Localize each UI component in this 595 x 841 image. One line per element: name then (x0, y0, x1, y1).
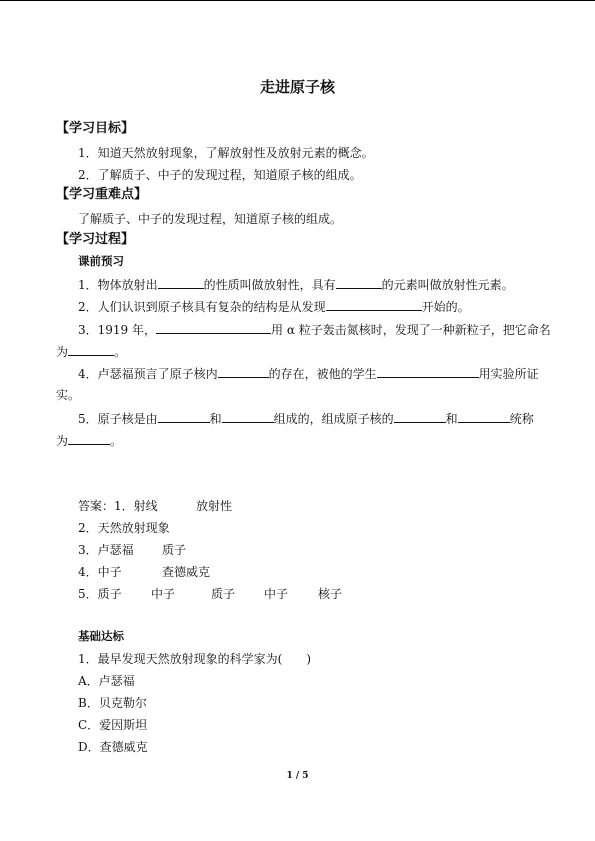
goal-item-1: 1．知道天然放射现象，了解放射性及放射元素的概念。 (78, 146, 374, 160)
q1-text-c: 的元素叫做放射性元素。 (381, 278, 514, 292)
q4-text-a: 4．卢瑟福预言了原子核内 (78, 367, 218, 381)
question-5 (78, 411, 534, 427)
option-a: A．卢瑟福 (78, 674, 135, 688)
basic-heading: 基础达标 (78, 629, 124, 643)
q5-blank-4[interactable] (458, 411, 510, 423)
q5-text-e: 统称 (509, 412, 534, 426)
document-title: 走进原子核 (259, 78, 335, 96)
answer-5-d: 中子 (264, 587, 289, 601)
question-2 (78, 299, 470, 315)
preview-heading: 课前预习 (78, 254, 124, 268)
option-c: C．爱因斯坦 (78, 718, 148, 732)
q5-blank-5[interactable] (68, 433, 110, 445)
answer-4-b: 查德威克 (162, 565, 211, 579)
question-3-cont (56, 344, 126, 360)
q4-blank-2[interactable] (377, 366, 479, 378)
question-4-cont: 实。 (56, 388, 81, 402)
answer-2-a: 2．天然放射现象 (78, 521, 170, 535)
q5-text-a: 5．原子核是由 (78, 412, 158, 426)
q4-blank-1[interactable] (218, 366, 269, 378)
question-1 (78, 277, 514, 293)
q3-blank-1[interactable] (156, 322, 271, 334)
q2-blank-1[interactable] (326, 299, 422, 311)
answer-prefix: 答案： (78, 499, 115, 513)
question-4 (78, 366, 539, 382)
q5-blank-1[interactable] (158, 411, 210, 423)
answer-3-a: 3．卢瑟福 (78, 543, 134, 557)
q5-text-f: 为 (56, 434, 69, 448)
goal-item-2: 2．了解质子、中子的发现过程，知道原子核的组成。 (78, 168, 362, 182)
answer-row-4 (78, 565, 210, 580)
q5-blank-3[interactable] (394, 411, 446, 423)
q4-text-b: 的存在，被他的学生 (268, 367, 377, 381)
q5-text-b: 和 (209, 412, 222, 426)
q3-text-b: 用 α 粒子轰击氮核时，发现了一种新粒子，把它命名 (271, 323, 551, 337)
q1-blank-1[interactable] (158, 277, 204, 289)
option-b: B．贝克勒尔 (78, 696, 147, 710)
basic-question-1: 1．最早发现天然放射现象的科学家为( ) (78, 652, 311, 666)
q3-blank-2[interactable] (68, 344, 114, 356)
q1-text-b: 的性质叫做放射性，具有 (203, 278, 336, 292)
answer-1-a: 1．射线 (114, 499, 158, 513)
q4-text-c: 用实验所证 (478, 367, 539, 381)
answer-row-1 (78, 499, 232, 514)
page-top-border (0, 0, 595, 1)
option-d: D．查德威克 (78, 740, 148, 754)
q3-text-c: 为 (56, 345, 69, 359)
section-heading-goals: 【学习目标】 (56, 121, 135, 136)
q2-text-a: 2．人们认识到原子核具有复杂的结构是从发现 (78, 300, 326, 314)
section-heading-key-points: 【学习重难点】 (56, 187, 148, 202)
q2-text-b: 开始的。 (421, 300, 470, 314)
q5-text-g: 。 (110, 434, 123, 448)
answer-5-b: 中子 (151, 587, 176, 601)
question-5-cont (56, 433, 122, 449)
q5-blank-2[interactable] (222, 411, 274, 423)
answer-4-a: 4．中子 (78, 565, 122, 579)
answer-row-3 (78, 543, 186, 558)
answer-3-b: 质子 (162, 543, 187, 557)
q1-text-a: 1．物体放射出 (78, 278, 158, 292)
answer-5-e: 核子 (318, 587, 343, 601)
q5-text-d: 和 (445, 412, 458, 426)
q1-blank-2[interactable] (336, 277, 382, 289)
answer-row-5 (78, 587, 342, 602)
q3-text-d: 。 (114, 345, 127, 359)
question-3 (78, 322, 551, 338)
answer-1-b: 放射性 (196, 499, 233, 513)
q3-text-a: 3．1919 年， (78, 323, 156, 337)
answer-5-c: 质子 (211, 587, 236, 601)
page-number: 1 / 5 (286, 771, 309, 781)
q5-text-c: 组成的，组成原子核的 (273, 412, 394, 426)
answer-row-2 (78, 521, 170, 536)
section-heading-process: 【学习过程】 (56, 232, 135, 247)
key-points-text: 了解质子、中子的发现过程，知道原子核的组成。 (78, 212, 343, 226)
answer-5-a: 5．质子 (78, 587, 122, 601)
